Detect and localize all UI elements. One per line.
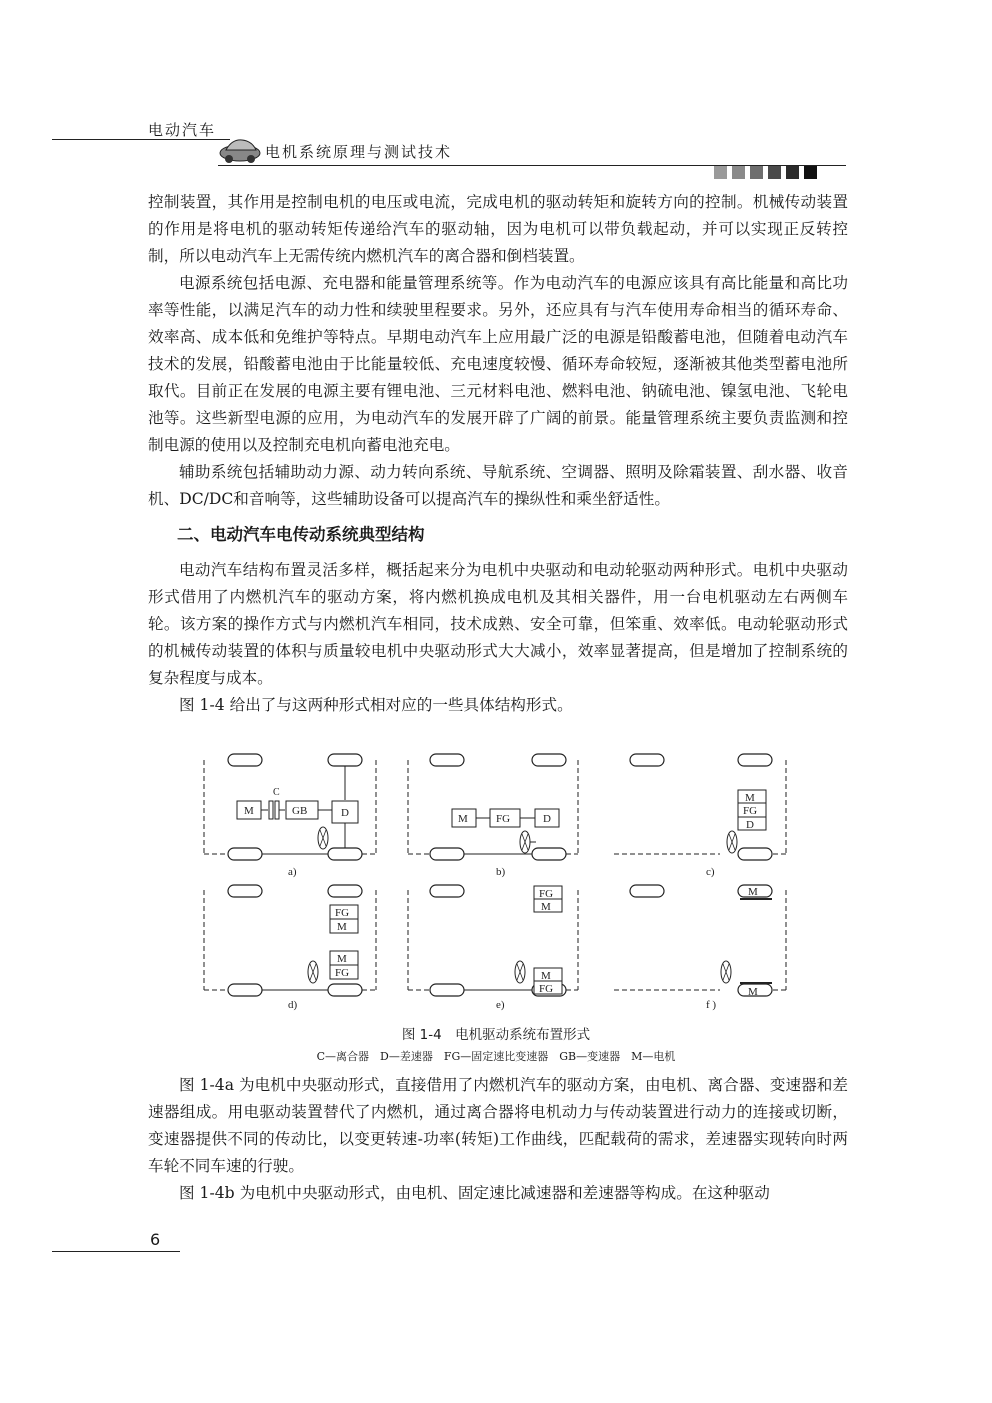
svg-text:M: M	[748, 986, 758, 998]
header-squares	[714, 166, 817, 179]
svg-text:D: D	[543, 813, 551, 825]
figure-legend: C—离合器 D—差速器 FG—固定速比变速器 GB—变速器 M—电机	[316, 1050, 676, 1063]
panel-label-b: b)	[496, 866, 506, 878]
svg-text:FG: FG	[496, 813, 511, 825]
panel-d	[204, 885, 376, 1011]
section-heading: 二、电动汽车电传动系统典型结构	[177, 525, 425, 544]
figure-drive-layouts	[190, 750, 810, 1020]
panel-a	[204, 754, 376, 878]
header-rule-top	[52, 139, 230, 140]
car-logo-icon	[218, 134, 262, 164]
header-square	[768, 166, 781, 179]
paragraph: 电源系统包括电源、充电器和能量管理系统等。作为电动汽车的电源应该具有高比能量和高比功率等性能，以满足汽车的动力性和续驶里程要求。另外，还应具有与汽车使用寿命相当的循环寿命、效率高、成本低和免维护等特点。早期电动汽车上应用最广泛的电源是铅酸蓄电池，但随着电动汽车技术的发展，铅酸蓄电池由于比能量较低、充电速度较慢、循环寿命较短，逐渐被其他类型蓄电池所取代。目前正在发展的电源主要有锂电池、三元材料电池、燃料电池、钠硫电池、镍氢电池、飞轮电池等。这些新型电源的应用，为电动汽车的发展开辟了广阔的前景。能量管理系统主要负责监测和控制电源的使用以及控制充电机向蓄电池充电。	[148, 274, 848, 454]
svg-text:FG: FG	[335, 907, 350, 919]
paragraph: 图 1-4 给出了与这两种形式相对应的一些具体结构形式。	[179, 696, 573, 714]
svg-text:M: M	[748, 886, 758, 898]
panel-label-a: a)	[288, 866, 297, 878]
panel-label-f: f )	[706, 999, 717, 1011]
label-GB: GB	[292, 805, 308, 817]
svg-text:M: M	[337, 921, 347, 933]
footer-rule	[52, 1251, 180, 1252]
page-number: 6	[150, 1230, 161, 1249]
svg-text:FG: FG	[743, 805, 758, 817]
body-text-bottom	[148, 1072, 848, 1207]
panel-label-d: d)	[288, 999, 298, 1011]
paragraph: 图 1-4b 为电机中央驱动形式，由电机、固定速比减速器和差速器等构成。在这种驱动	[179, 1184, 770, 1202]
panel-f	[614, 885, 786, 1011]
svg-text:M: M	[745, 792, 755, 804]
paragraph: 电动汽车结构布置灵活多样，概括起来分为电机中央驱动和电动轮驱动两种形式。电机中央驱动形式借用了内燃机汽车的驱动方案，将内燃机换成电机及其相关器件，用一台电机驱动左右两侧车轮。该方案的操作方式与内燃机汽车相同，技术成熟、安全可靠，但笨重、效率低。电动轮驱动形式的机械传动装置的体积与质量较电机中央驱动形式大大减小，效率显著提高，但是增加了控制系统的复杂程度与成本。	[148, 561, 848, 687]
svg-text:FG: FG	[539, 888, 554, 900]
header-square	[714, 166, 727, 179]
header-square	[804, 166, 817, 179]
svg-text:M: M	[541, 970, 551, 982]
label-M: M	[244, 805, 254, 817]
paragraph: 图 1-4a 为电机中央驱动形式，直接借用了内燃机汽车的驱动方案，由电机、离合器、变速器和差速器组成。用电驱动装置替代了内燃机，通过离合器将电机动力与传动装置进行动力的连接或切断，变速器提供不同的传动比，以变更转速-功率(转矩)工作曲线，匹配载荷的需求，差速器实现转向时两车轮不同车速的行驶。	[148, 1076, 848, 1175]
header-square	[786, 166, 799, 179]
header-square	[732, 166, 745, 179]
paragraph: 辅助系统包括辅助动力源、动力转向系统、导航系统、空调器、照明及除霜装置、刮水器、收音机、DC/DC和音响等，这些辅助设备可以提高汽车的操纵性和乘坐舒适性。	[148, 463, 848, 508]
svg-text:M: M	[337, 953, 347, 965]
header-series: 电动汽车	[148, 121, 217, 139]
panel-label-c: c)	[706, 866, 715, 878]
figure-caption: 图 1-4 电机驱动系统布置形式	[401, 1027, 591, 1043]
paragraph: 控制装置，其作用是控制电机的电压或电流，完成电机的驱动转矩和旋转方向的控制。机械传动装置的作用是将电机的驱动转矩传递给汽车的驱动轴，因为电机可以带负载起动，并可以实现正反转控制，所以电动汽车上无需传统内燃机汽车的离合器和倒档装置。	[148, 193, 848, 265]
panel-e	[408, 885, 578, 1011]
svg-text:M: M	[458, 813, 468, 825]
label-clutch: C	[273, 787, 280, 798]
panel-label-e: e)	[496, 999, 505, 1011]
svg-text:FG: FG	[539, 983, 554, 995]
label-D: D	[341, 807, 349, 819]
header-square	[750, 166, 763, 179]
svg-text:FG: FG	[335, 967, 350, 979]
panel-b	[408, 754, 578, 878]
body-text-top	[148, 189, 848, 719]
header-book-title: 电机系统原理与测试技术	[265, 143, 453, 161]
panel-c	[614, 754, 786, 878]
svg-text:D: D	[746, 819, 754, 831]
svg-text:M: M	[541, 901, 551, 913]
